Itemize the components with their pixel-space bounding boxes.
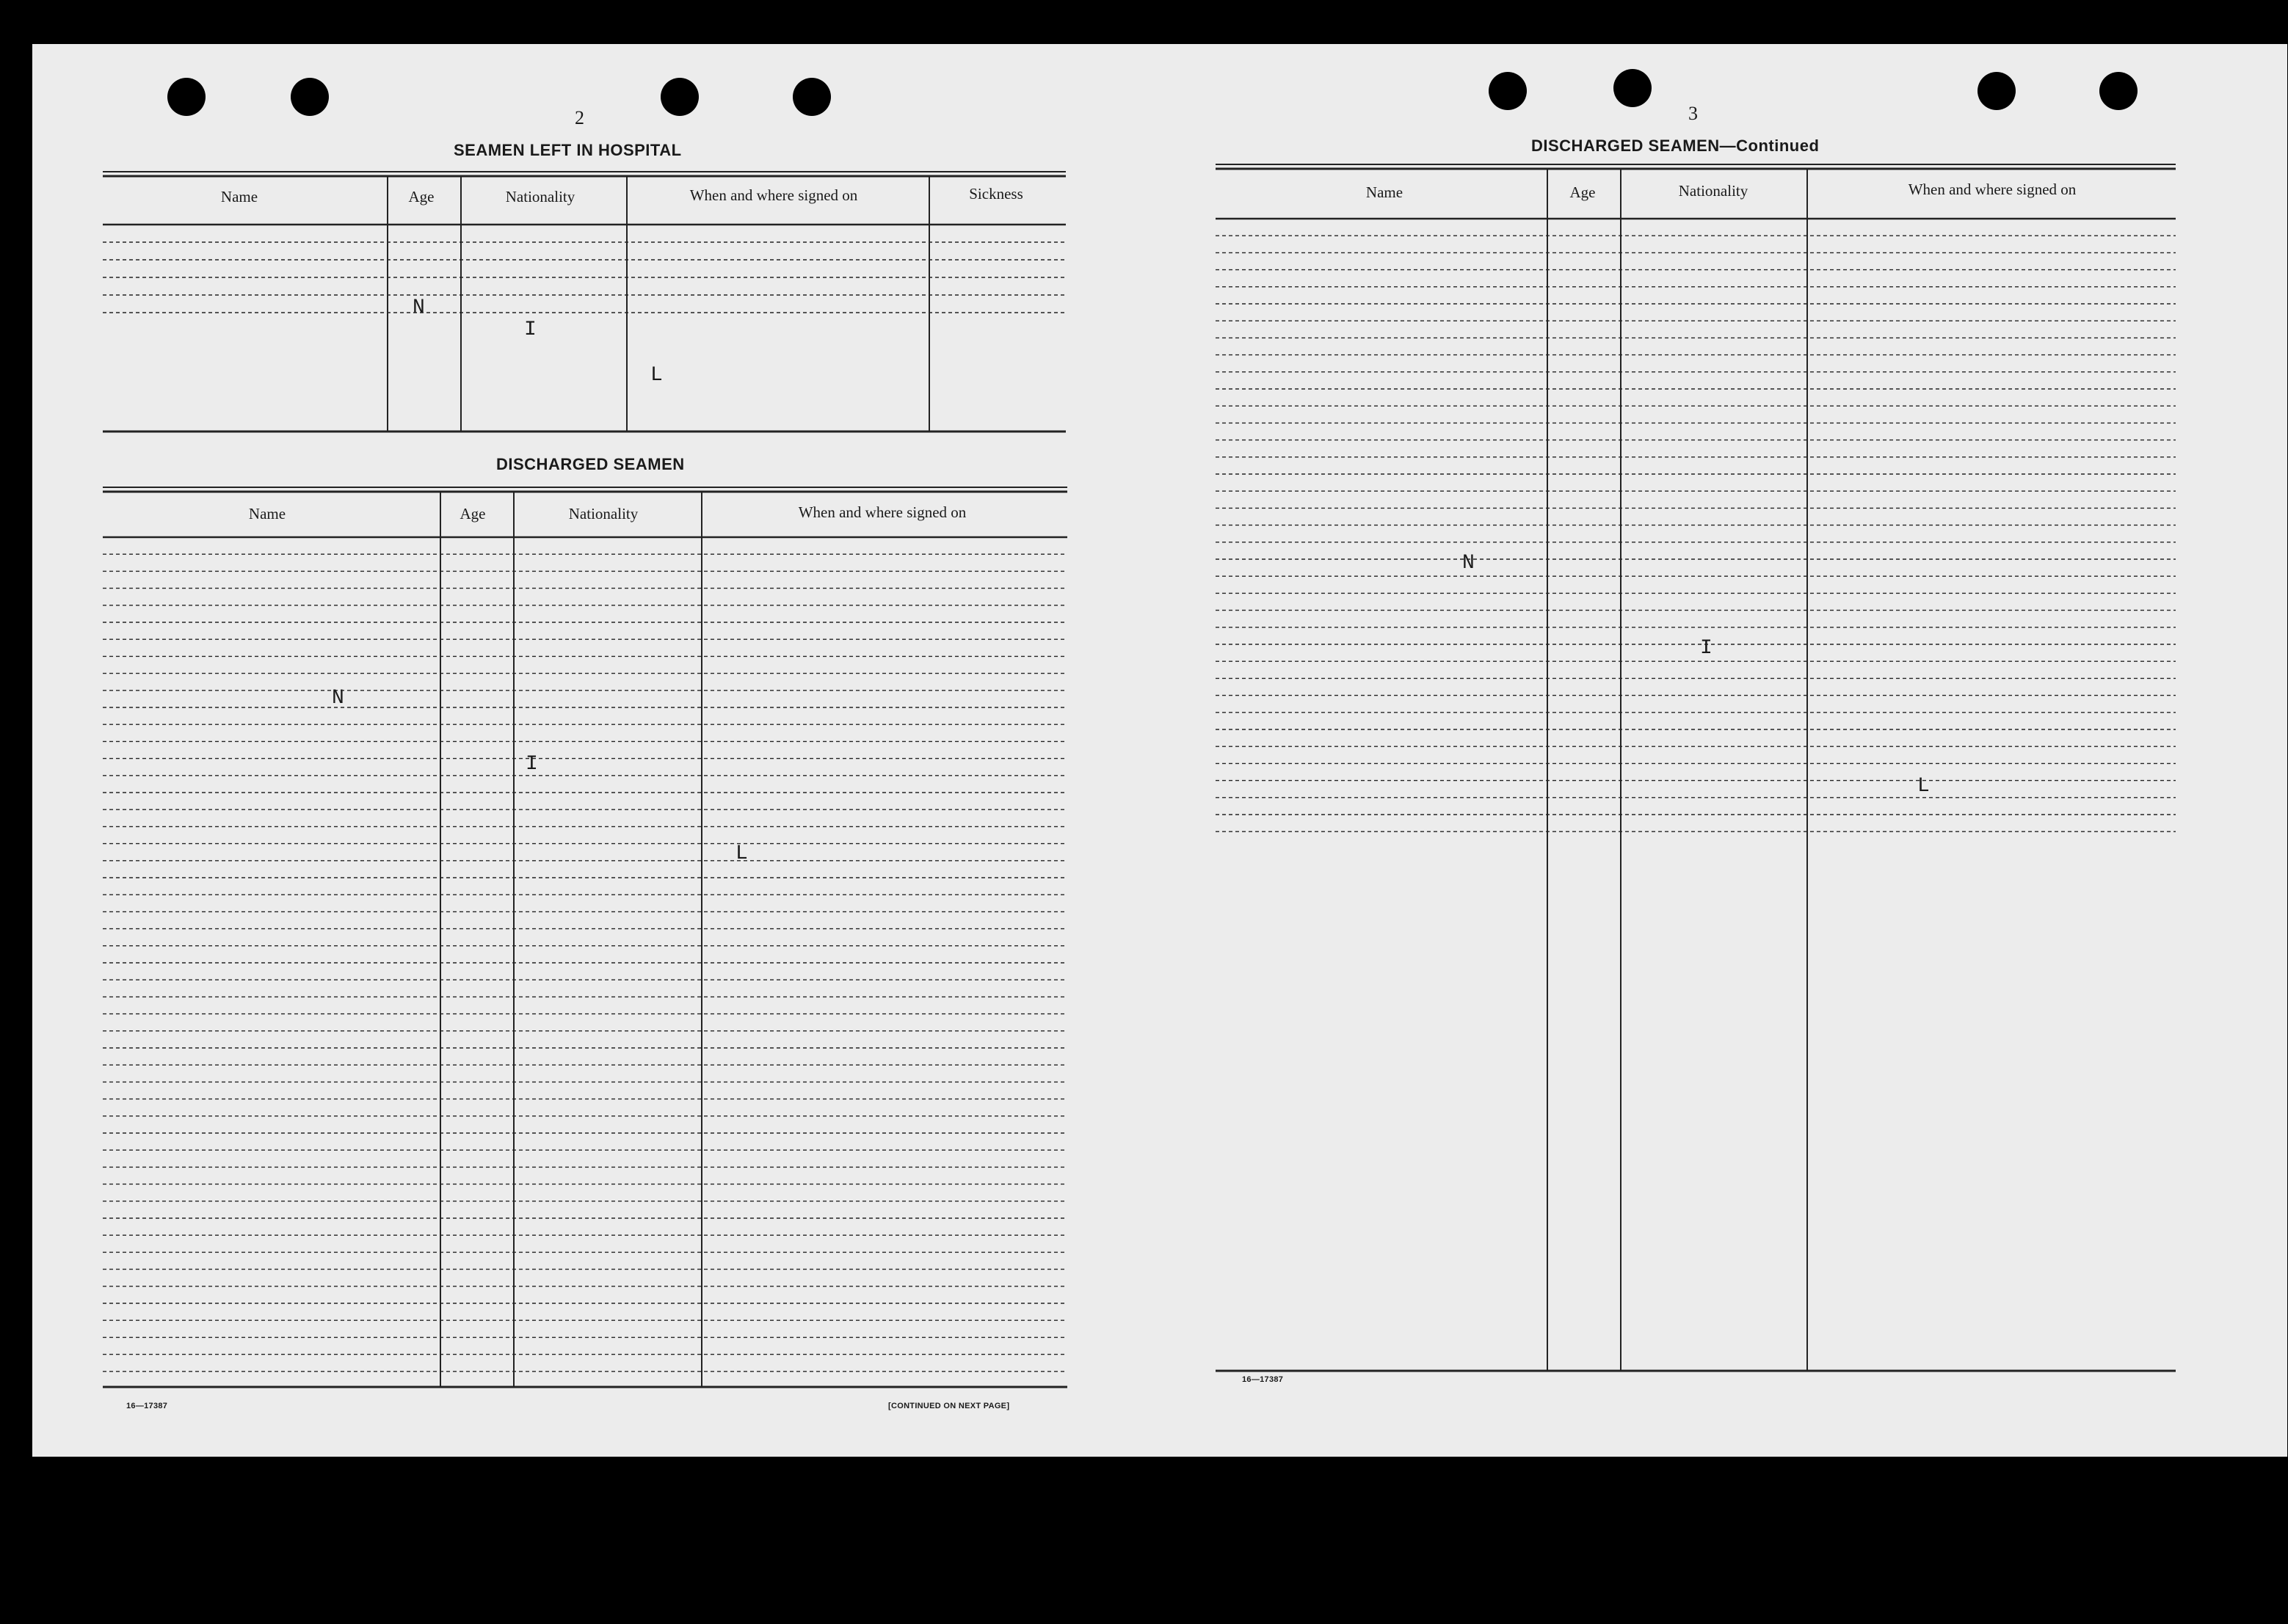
typed-mark: I xyxy=(526,753,538,776)
typed-mark: L xyxy=(736,842,748,865)
hospital-col-name: Name xyxy=(220,188,258,205)
right-col-age: Age xyxy=(1569,183,1596,201)
typed-mark: I xyxy=(524,318,537,341)
discharged-col-age: Age xyxy=(460,505,486,522)
typed-mark: N xyxy=(332,687,344,710)
typed-mark: N xyxy=(413,296,425,319)
title-main: DISCHARGED SEAMEN xyxy=(1531,136,1720,155)
discharged-section-title: DISCHARGED SEAMEN xyxy=(496,455,685,473)
continued-note: [CONTINUED ON NEXT PAGE] xyxy=(888,1402,1010,1410)
right-col-signed-on: When and where signed on xyxy=(1908,181,2077,198)
discharged-col-nationality: Nationality xyxy=(568,505,639,522)
typed-mark: L xyxy=(1917,775,1930,798)
page-number: 3 xyxy=(1688,103,1698,124)
discharged-continued-title xyxy=(1531,136,1819,156)
hospital-col-nationality: Nationality xyxy=(505,188,575,205)
hospital-col-signed-on: When and where signed on xyxy=(689,186,858,204)
hospital-col-sickness: Sickness xyxy=(969,185,1023,203)
title-suffix: —Continued xyxy=(1719,136,1820,155)
form-number: 16—17387 xyxy=(1242,1375,1284,1384)
typed-mark: N xyxy=(1462,552,1475,575)
typed-mark: L xyxy=(650,364,663,387)
form-rules xyxy=(32,44,2287,1457)
hospital-section-title: SEAMEN LEFT IN HOSPITAL xyxy=(454,141,682,159)
hospital-col-age: Age xyxy=(408,188,435,205)
page-number: 2 xyxy=(575,107,584,128)
right-col-nationality: Nationality xyxy=(1678,182,1748,200)
discharged-col-signed-on: When and where signed on xyxy=(798,503,967,521)
typed-mark: I xyxy=(1700,637,1713,660)
discharged-col-name: Name xyxy=(248,505,286,522)
scanned-document xyxy=(32,44,2287,1457)
right-col-name: Name xyxy=(1365,183,1403,201)
form-number: 16—17387 xyxy=(126,1402,168,1410)
